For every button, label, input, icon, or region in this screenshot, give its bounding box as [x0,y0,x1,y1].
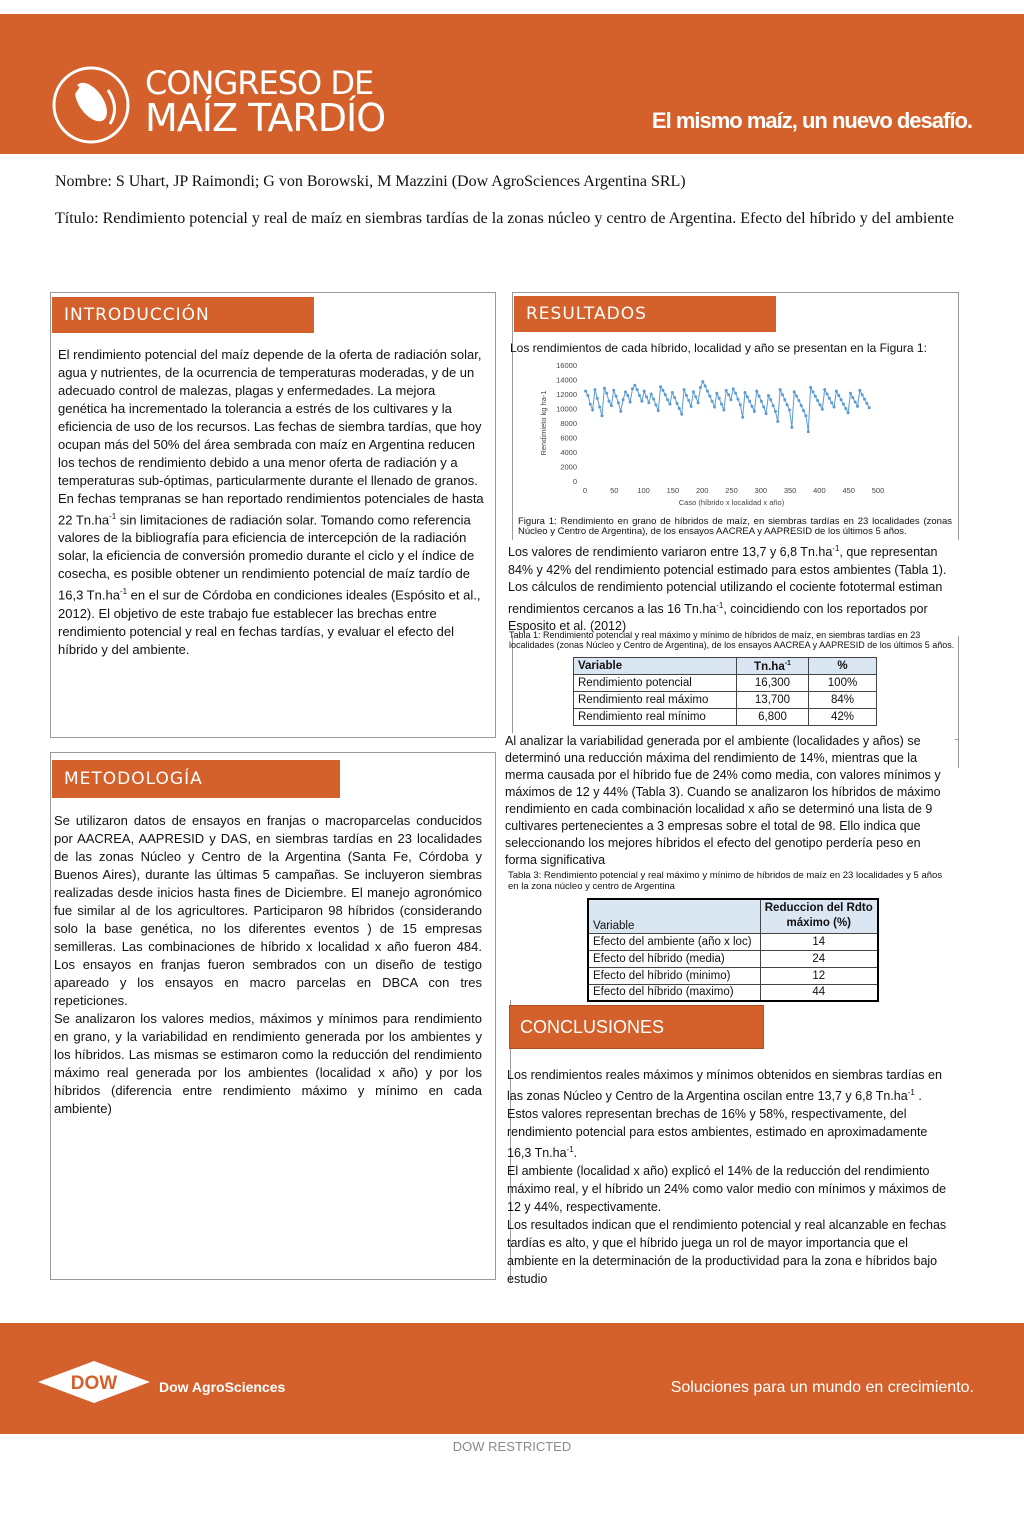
title-text: Rendimiento potencial y real de maíz en siembras tardías de la zonas núcleo y centro de Argentina. Efecto del híbrido y del ambiente [102,210,954,227]
data-point [704,385,707,388]
logo-line-2: MAÍZ TARDÍO [145,96,386,140]
data-point [786,403,789,406]
data-point [797,399,800,402]
data-point [849,392,852,395]
data-point [633,384,636,387]
data-point [837,394,840,397]
method-heading: METODOLOGÍA [52,760,340,798]
conclusions-p1 [507,1066,953,1162]
x-axis-label: Caso (híbrido x localidad x año) [678,498,785,507]
data-point [736,398,739,401]
conclusions-p1c: . [573,1146,578,1161]
conclusions-text [507,1066,953,1288]
data-point [699,386,702,389]
data-point [772,404,775,407]
table1-caption: Tabla 1: Rendimiento potencial y real máximo y mínimo de híbridos de maíz, en siembras tardías en 23 localidades (zonas Núcleo y Centro de Argentina), de los ensayos AACREA y AAPRESID de los últimos 5 años. [509,630,955,650]
data-point [781,393,784,396]
company-name: Dow AgroSciences [159,1379,286,1395]
data-point [807,430,810,433]
data-point [636,388,639,391]
data-point [694,395,697,398]
results-intro: Los rendimientos de cada híbrido, localidad y año se presentan en la Figura 1: [510,341,927,355]
data-point [783,398,786,401]
data-point [610,404,613,407]
data-point [647,401,650,404]
data-point [619,410,622,413]
y-tick-label: 0 [572,477,577,486]
data-point [615,395,618,398]
conclusions-p1b: . Estos valores representan brechas de 16% y 58%, respectivamente, del rendimiento potencial para estos ambientes, estimado en aproximadamente 16,3 Tn.ha [507,1089,928,1161]
data-point [673,396,676,399]
table-cell: Rendimiento real máximo [574,692,737,709]
data-point [593,388,596,391]
table1-header-cell [737,658,809,675]
data-point [830,401,833,404]
x-tick-label: 350 [783,486,797,495]
data-point [865,402,868,405]
table3 [587,898,879,1002]
data-point [591,408,594,411]
table3-header-row [588,899,878,933]
table-cell: 84% [809,692,877,709]
conclusions-p2: El ambiente (localidad x año) explicó el 14% de la reducción del rendimiento máximo real, y el híbrido un 24% como valor medio con mínimos y máximos de 12 y 44%, respectivamente. [507,1164,947,1215]
table-cell: Efecto del ambiente (año x loc) [588,933,760,950]
y-tick-label: 6000 [560,433,577,443]
data-point [748,400,751,403]
corn-logo-icon [50,64,132,146]
data-point [842,403,845,406]
data-point [802,409,805,412]
data-point [605,392,608,395]
data-point [608,400,611,403]
authors-line [55,172,975,192]
data-point [767,394,770,397]
table-row [574,709,877,726]
x-tick-label: 0 [582,486,588,495]
table3-header-cell: Reduccion del Rdto máximo (%) [760,899,878,933]
table-cell: Rendimiento potencial [574,675,737,692]
table-row [588,933,878,950]
data-point [816,399,819,402]
table1-header-row [574,658,877,675]
intro-p1: El rendimiento potencial del maíz depende de la oferta de radiación solar, agua y nutrientes, de la ocurrencia de temperaturas moderadas, y de un adecuado control de malezas, plagas y enfermedades. La mejora genética ha incrementado la tolerancia a estrés de los cultivares y la eficiencia de uso de los recursos. Las fechas de siembra tardías, que hoy ocupan más del 50% del área sembrada con maíz en Argentina reducen los techos de rendimiento debido a una menor oferta de radiación y a temperaturas sub-óptimas, particularmente durante el llenado de granos. En fechas tempranas se han reportado rendimientos potenciales de hasta 22 Tn.ha [58,347,484,528]
table-cell: Efecto del híbrido (media) [588,950,760,967]
data-point [755,390,758,393]
data-point [790,426,793,429]
data-point [650,393,653,396]
data-point [584,390,587,393]
data-point [586,394,589,397]
data-point [861,393,864,396]
data-point [758,395,761,398]
data-point [760,400,763,403]
data-point [858,389,861,392]
data-point [844,407,847,410]
results-heading: RESULTADOS [514,296,776,332]
data-point [661,389,664,392]
data-point [776,420,779,423]
data-point [828,397,831,400]
data-point [727,393,730,396]
table-row [588,984,878,1001]
intro-heading: INTRODUCCIÓN [52,297,314,333]
x-tick-label: 100 [637,486,650,495]
data-point [690,405,693,408]
intro-p2: sin limitaciones de radiación solar. Tomando como referencia valores de la bibliografía para eficiencia de intercepción de la radiación solar, la eficiencia de conversión promedio durante el ciclo y el índice de cosecha, es posible obtener un rendimiento potencial de maíz tardío de 16,3 Tn.ha [58,512,475,603]
data-point [762,406,765,409]
data-point [826,393,829,396]
table-cell: Efecto del híbrido (maximo) [588,984,760,1001]
table-cell: Rendimiento real mínimo [574,709,737,726]
table3-header-cell: Variable [588,899,760,933]
data-point [833,406,836,409]
data-point [811,390,814,393]
data-point [624,390,627,393]
table-cell: 100% [809,675,877,692]
method-p2: Se analizaron los valores medios, máximos y mínimos para rendimiento en grano, y la variabilidad en rendimiento generada por los ambientes y los híbridos. Las mismas se estimaron como la reducción del rendimiento máximo real generada por los ambientes (localidad x año) y por los híbridos (diferencia entre rendimiento máximo y mínimo en cada ambiente) [54,1011,482,1116]
table3-caption: Tabla 3: Rendimiento potencial y real máximo y mínimo de híbridos de maíz en 23 localidades y 5 años en la zona núcleo y centro de Argentina [508,870,943,892]
data-point [779,388,782,391]
data-point [680,413,683,416]
table-cell: Efecto del híbrido (minimo) [588,967,760,984]
title-label: Título: [55,210,99,227]
data-point [652,398,655,401]
table-row [588,950,878,967]
data-point [678,407,681,410]
data-point [603,387,606,390]
data-point [626,394,629,397]
conclusions-p1a: Los rendimientos reales máximos y mínimos obtenidos en siembras tardías en las zonas Núcleo y Centro de la Argentina oscilan entre 13,7 y 6,8 Tn.ha [507,1068,942,1104]
data-point [788,408,791,411]
data-point [804,414,807,417]
table-cell: 42% [809,709,877,726]
data-point [823,388,826,391]
data-point [743,391,746,394]
data-point [598,406,601,409]
x-tick-label: 300 [754,486,768,495]
data-point [774,410,777,413]
data-point [863,398,866,401]
data-point [629,400,632,403]
data-point [734,392,737,395]
table-cell: 44 [760,984,878,1001]
data-point [814,395,817,398]
footer-slogan: Soluciones para un mundo en crecimiento. [670,1379,974,1396]
table-cell: 6,800 [737,709,809,726]
results-para1sup2: -1 [716,600,724,610]
table-row [574,692,877,709]
data-point [800,404,803,407]
data-point [729,398,732,401]
data-point [847,411,850,414]
results-para1c: , coincidiendo con los reportados por Esposito et al. (2012) [508,601,928,634]
data-point [725,389,728,392]
data-point [640,400,643,403]
data-point [769,398,772,401]
intro-sup2: -1 [119,587,128,597]
data-point [612,389,615,392]
table1-header-cell: Variable [574,658,737,675]
results-para1b: , que representan 84% y 42% del rendimiento potencial estimado para estos ambientes (Tabla 1). Los cálculos de rendimiento potencial utilizando el cociente fototermal estiman rendimientos cercanos a las 16 Tn.ha [508,545,947,616]
series-line [586,382,870,432]
data-point [600,414,603,417]
results-para1sup: -1 [832,544,840,553]
results-para1 [508,540,962,636]
data-point [638,394,641,397]
y-tick-label: 16000 [556,361,577,370]
conclusions-p1sup2: -1 [566,1145,574,1155]
data-point [854,400,857,403]
authors-text: S Uhart, JP Raimondi; G von Borowski, M Mazzini (Dow AgroSciences Argentina SRL) [115,173,686,190]
data-point [701,380,704,383]
restricted-label: DOW RESTRICTED [452,1439,572,1454]
table-cell: 12 [760,967,878,984]
data-point [821,408,824,411]
data-point [739,403,742,406]
results-right-rule [958,740,959,768]
data-point [687,399,690,402]
data-point [809,386,812,389]
data-point [683,388,686,391]
data-point [722,408,725,411]
y-tick-label: 14000 [556,375,577,385]
figure-caption: Figura 1: Rendimiento en grano de híbridos de maíz, en siembras tardías en 23 localidades (zonas Núcleo y Centro de Argentina), de los ensayos AACREA y AAPRESID de los últimos 5 años. [518,516,952,537]
data-point [835,390,838,393]
data-point [664,393,667,396]
y-tick-label: 12000 [556,390,577,399]
header-band [0,14,1024,154]
data-point [795,395,798,398]
data-point [692,390,695,393]
table1-header-unit: Tn.ha [754,660,785,673]
title-line [55,203,955,235]
data-point [715,392,718,395]
y-axis-label: Rendimieto kg ha-1 [539,390,548,456]
data-point [746,395,749,398]
x-tick-label: 450 [842,486,855,495]
tagline: El mismo maíz, un nuevo desafío. [651,108,972,133]
table-cell: 24 [760,950,878,967]
data-point [713,406,716,409]
data-point [718,397,721,400]
logo-line-1: CONGRESO DE [145,64,374,102]
table1-header-sup: -1 [784,659,791,667]
table-row [588,967,878,984]
data-point [643,390,646,393]
table1 [573,657,877,726]
results-para2: Al analizar la variabilidad generada por el ambiente (localidades y años) se determinó una reducción máxima del rendimiento de 14%, mientras que la merma causada por el híbrido fue de 24% como media, con valores mínimos y máximos de 12 y 44% (Tabla 3). Cuando se analizaron los híbridos de máximo rendimiento en cada combinación localidad x año se determinó una lista de 9 cultivares pertenecientes a 3 empresas sobre el total de 98. Ello indica que seleccionando los mejores híbridos el efecto del genotipo perdería peso en forma significativa [505,733,955,869]
data-point [840,398,843,401]
dow-diamond-logo [38,1361,150,1403]
data-point [851,396,854,399]
table-row [574,675,877,692]
data-point [666,398,669,401]
data-point [589,403,592,406]
table-cell: 14 [760,933,878,950]
table1-header-cell: % [809,658,877,675]
data-point [753,410,756,413]
data-point [856,405,859,408]
footer-band [0,1323,1024,1434]
data-point [720,403,723,406]
yield-line-chart [530,355,890,515]
data-point [671,391,674,394]
method-text [54,812,482,1118]
data-point [654,403,657,406]
conclusions-heading: CONCLUSIONES [509,1005,764,1049]
intro-sup1: -1 [109,512,117,521]
data-point [868,406,871,409]
dow-logo-text: DOW [70,1373,118,1394]
x-tick-label: 150 [666,486,680,495]
data-point [657,409,660,412]
data-point [685,394,688,397]
y-tick-label: 10000 [556,404,577,414]
data-point [751,405,754,408]
y-tick-label: 2000 [560,462,577,472]
data-point [617,401,620,404]
y-tick-label: 4000 [560,448,577,457]
data-point [793,390,796,393]
data-point [645,395,648,398]
data-point [741,416,744,419]
data-point [732,387,735,390]
intro-p3: en el sur de Córdoba en condiciones ideales (Espósito et al., 2012). El objetivo de este trabajo fue establecer las brechas entre rendimiento potencial y real en fechas tardías, y evaluar el efecto del híbrido y del ambiente. [58,587,481,657]
data-point [659,385,662,388]
y-tick-label: 8000 [560,419,577,428]
data-point [711,400,714,403]
conclusions-p3: Los resultados indican que el rendimiento potencial y real alcanzable en fechas tardías es alto, y que el híbrido juega un rol de mayor importancia que el ambiente en la determinación de la productividad para la zona e híbridos bajo estudio [507,1218,947,1287]
intro-text [58,346,484,659]
table-cell: 16,300 [737,675,809,692]
x-tick-label: 250 [725,486,738,495]
table-cell: 13,700 [737,692,809,709]
method-p1: Se utilizaron datos de ensayos en franjas o macroparcelas conducidos por AACREA, AAPRESID y DAS, en siembras tardías en 23 localidades de las zonas Núcleo y Centro de la Argentina (Santa Fe, Córdoba y Buenos Aires), durante las últimas 5 campañas. Se incluyeron siembras realizadas desde inicios hasta fines de Diciembre. El manejo agronómico fue similar al de los agricultores. Participaron 98 híbridos (considerando solo la base genética, no los diferentes eventos ) de 15 empresas semilleras. Las combinaciones de híbrido x localidad x año fueron 484. Los ensayos en franjas fueron sembrados con un diseño de testigo apareado y los ensayos en macro parcelas en DBCA con tres repeticiones. [54,813,482,1008]
data-point [622,398,625,401]
data-point [676,402,679,405]
x-tick-label: 500 [871,486,885,495]
data-point [706,390,709,393]
authors-label: Nombre: [55,173,112,190]
data-point [708,395,711,398]
data-point [818,403,821,406]
data-point [631,387,634,390]
data-point [697,401,700,404]
results-para1a: Los valores de rendimiento variaron entre 13,7 y 6,8 Tn.ha [508,545,833,560]
x-tick-label: 50 [610,486,619,495]
data-point [765,412,768,415]
x-tick-label: 200 [695,486,709,495]
data-point [596,397,599,400]
conclusions-p1sup: -1 [907,1088,915,1097]
x-tick-label: 400 [813,486,826,495]
data-point [668,403,671,406]
